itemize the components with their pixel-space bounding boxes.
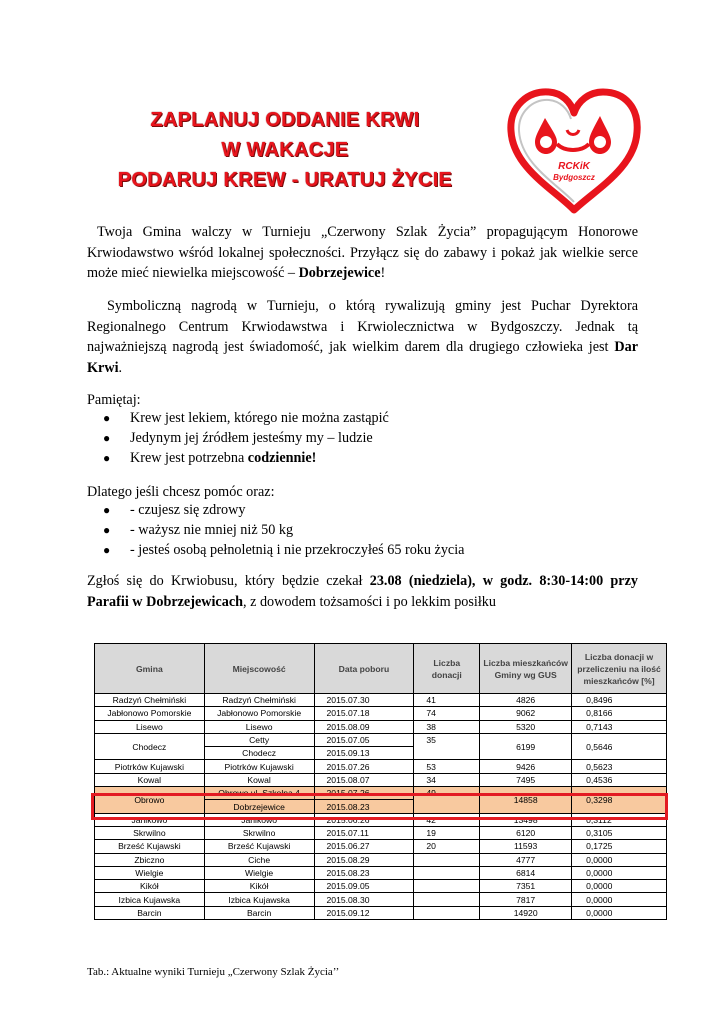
header-data: Data poboru <box>314 644 414 694</box>
cell-gmina: Lisewo <box>95 720 205 733</box>
cell-mieszkancy: 7351 <box>480 880 572 893</box>
cell-mieszkancy: 13498 <box>480 813 572 826</box>
cell-gmina: Jabłonowo Pomorskie <box>95 707 205 720</box>
cell-procent: 0,1725 <box>572 840 667 853</box>
paragraph-1-end: ! <box>380 265 386 282</box>
table-row <box>95 866 667 879</box>
highlight-box <box>91 793 668 820</box>
cell-miejscowosc: Skrwilno <box>204 826 314 839</box>
cell-procent: 0,7143 <box>572 720 667 733</box>
cell-gmina: Wielgie <box>95 866 205 879</box>
cell-donacje <box>414 866 480 879</box>
cell-procent: 0,3298 <box>572 787 667 814</box>
header-gmina: Gmina <box>95 644 205 694</box>
bullet-icon: ● <box>103 411 111 425</box>
cell-data: 2015.06.26 <box>314 813 414 826</box>
title-line-3: PODARUJ KREW - URATUJ ŻYCIE <box>117 169 453 191</box>
cell-data: 2015.06.27 <box>314 840 414 853</box>
cell-procent: 0,5646 <box>572 733 667 760</box>
cell-miejscowosc: Radzyń Chełmiński <box>204 694 314 707</box>
cell-data: 2015.08.07 <box>314 773 414 786</box>
cell-miejscowosc: Brześć Kujawski <box>204 840 314 853</box>
cell-gmina: Brześć Kujawski <box>95 840 205 853</box>
cell-mieszkancy: 6120 <box>480 826 572 839</box>
cell-procent: 0,8496 <box>572 694 667 707</box>
list-item <box>100 501 464 521</box>
logo-text-1: RCKiK <box>558 161 590 172</box>
list-item-bold: codziennie! <box>247 449 317 466</box>
cell-miejscowosc: Dobrzejewice <box>204 800 314 813</box>
list-item <box>100 409 389 429</box>
rckik-logo <box>505 86 643 214</box>
cell-mieszkancy: 4777 <box>480 853 572 866</box>
paragraph-1 <box>87 222 638 284</box>
cell-procent: 0,3105 <box>572 826 667 839</box>
report-paragraph <box>87 571 638 612</box>
cell-donacje: 19 <box>414 826 480 839</box>
cell-donacje: 49 <box>414 787 480 814</box>
cell-mieszkancy: 4826 <box>480 694 572 707</box>
heart-logo-icon <box>505 86 643 214</box>
header-mieszkancy: Liczba mieszkańców Gminy wg GUS <box>480 644 572 694</box>
cell-procent: 0,3112 <box>572 813 667 826</box>
cell-donacje <box>414 893 480 906</box>
cell-gmina: Skrwilno <box>95 826 205 839</box>
table-row <box>95 906 667 919</box>
cell-donacje <box>414 906 480 919</box>
bullet-icon: ● <box>103 503 111 517</box>
cell-miejscowosc: Chodecz <box>204 747 314 760</box>
remember-list <box>100 409 389 468</box>
cell-gmina: Izbica Kujawska <box>95 893 205 906</box>
cell-gmina: Radzyń Chełmiński <box>95 694 205 707</box>
cell-data: 2015.07.30 <box>314 694 414 707</box>
cell-donacje: 20 <box>414 840 480 853</box>
cell-data: 2015.07.26 <box>314 760 414 773</box>
cell-miejscowosc: Wielgie <box>204 866 314 879</box>
paragraph-2-text: Symboliczną nagrodą w Turnieju, o którą rywalizują gminy jest Puchar Dyrektora Regionalnego Centrum Krwiodawstwa i Krwiolecznictwa w Bydgoszczy. Jednak tą najważniejszą nagrodą jest świadomość, jak wielkim darem dla drugiego człowieka jest <box>87 298 638 356</box>
cell-miejscowosc: Jabłonowo Pomorskie <box>204 707 314 720</box>
bullet-icon: ● <box>103 450 111 465</box>
cell-miejscowosc: Barcin <box>204 906 314 919</box>
cell-data: 2015.08.30 <box>314 893 414 906</box>
list-item <box>100 429 389 449</box>
cell-data: 2015.07.05 <box>314 733 414 746</box>
cell-donacje <box>414 853 480 866</box>
list-item <box>100 449 389 469</box>
cell-gmina: Kikół <box>95 880 205 893</box>
list-item <box>100 521 464 541</box>
cell-procent: 0,0000 <box>572 893 667 906</box>
cell-procent: 0,5623 <box>572 760 667 773</box>
cell-mieszkancy: 11593 <box>480 840 572 853</box>
table-caption: Tab.: Aktualne wyniki Turnieju „Czerwony Szlak Życia’’ <box>87 966 340 978</box>
header-miejscowosc: Miejscowość <box>204 644 314 694</box>
title-line-1: ZAPLANUJ ODDANIE KRWI <box>150 109 420 131</box>
cell-miejscowosc: Cetty <box>204 733 314 746</box>
cell-procent: 0,0000 <box>572 880 667 893</box>
table-row <box>95 733 667 746</box>
title-line-2: W WAKACJE <box>221 139 349 161</box>
cell-data: 2015.07.18 <box>314 707 414 720</box>
cell-mieszkancy: 14858 <box>480 787 572 814</box>
cell-data: 2015.08.09 <box>314 720 414 733</box>
cell-miejscowosc: Lisewo <box>204 720 314 733</box>
cell-data: 2015.07.26 <box>314 787 414 800</box>
cell-procent: 0,0000 <box>572 866 667 879</box>
results-table <box>94 643 667 920</box>
list-item-text: Krew jest potrzebna <box>130 449 248 466</box>
cell-mieszkancy: 9426 <box>480 760 572 773</box>
table-row <box>95 893 667 906</box>
remember-heading: Pamiętaj: <box>87 392 141 408</box>
header-procent: Liczba donacji w przeliczeniu na ilość mieszkańców [%] <box>572 644 667 694</box>
paragraph-1-text: Twoja Gmina walczy w Turnieju „Czerwony Szlak Życia” propagującym Honorowe Krwiodawstwo wśród lokalnej społeczności. Przyłącz się do zabawy i pokaż jak wielkie serce może mieć niewielka miejscowość – <box>87 224 638 282</box>
report-text-1: Zgłoś się do Krwiobusu, który będzie czekał <box>87 573 370 589</box>
paragraph-1-bold: Dobrzejewice <box>298 265 381 282</box>
cell-donacje: 74 <box>414 707 480 720</box>
table-row <box>95 707 667 720</box>
cell-donacje: 38 <box>414 720 480 733</box>
list-item-text: - czujesz się zdrowy <box>130 502 246 518</box>
cell-miejscowosc: Obrowo ul. Szkolna 4 <box>204 787 314 800</box>
cell-procent: 0,4536 <box>572 773 667 786</box>
cell-donacje: 35 <box>414 733 480 760</box>
bullet-icon: ● <box>103 522 111 537</box>
cell-miejscowosc: Kikół <box>204 880 314 893</box>
cell-gmina: Barcin <box>95 906 205 919</box>
bullet-icon: ● <box>103 542 111 557</box>
cell-gmina: Janikowo <box>95 813 205 826</box>
cell-miejscowosc: Piotrków Kujawski <box>204 760 314 773</box>
cell-miejscowosc: Janikowo <box>204 813 314 826</box>
list-item-text: - ważysz nie mniej niż 50 kg <box>130 521 294 538</box>
cell-mieszkancy: 9062 <box>480 707 572 720</box>
table-row <box>95 840 667 853</box>
list-item-text: Jedynym jej źródłem jesteśmy my – ludzie <box>130 429 373 446</box>
cell-donacje <box>414 880 480 893</box>
cell-mieszkancy: 14920 <box>480 906 572 919</box>
cell-data: 2015.09.13 <box>314 747 414 760</box>
cell-gmina: Zbiczno <box>95 853 205 866</box>
paragraph-2-end: . <box>118 359 123 376</box>
cell-mieszkancy: 5320 <box>480 720 572 733</box>
cell-donacje: 41 <box>414 694 480 707</box>
cell-mieszkancy: 6814 <box>480 866 572 879</box>
logo-text-2: Bydgoszcz <box>553 173 595 182</box>
cell-miejscowosc: Izbica Kujawska <box>204 893 314 906</box>
help-heading: Dlatego jeśli chcesz pomóc oraz: <box>87 484 275 500</box>
cell-mieszkancy: 7495 <box>480 773 572 786</box>
table-row <box>95 853 667 866</box>
cell-mieszkancy: 6199 <box>480 733 572 760</box>
list-item-text: - jesteś osobą pełnoletnią i nie przekroczyłeś 65 roku życia <box>130 541 465 558</box>
report-bold: 23.08 (niedziela), w godz. 8:30-14:00 przy Parafii w Dobrzejewicach <box>87 573 638 610</box>
list-item-text: Krew jest lekiem, którego nie można zastąpić <box>130 410 389 426</box>
help-list <box>100 501 464 560</box>
cell-gmina: Chodecz <box>95 733 205 760</box>
cell-data: 2015.07.11 <box>314 826 414 839</box>
cell-donacje: 42 <box>414 813 480 826</box>
cell-data: 2015.09.05 <box>314 880 414 893</box>
cell-gmina: Piotrków Kujawski <box>95 760 205 773</box>
cell-data: 2015.08.23 <box>314 866 414 879</box>
header-donacje: Liczba donacji <box>414 644 480 694</box>
cell-data: 2015.08.29 <box>314 853 414 866</box>
cell-procent: 0,0000 <box>572 853 667 866</box>
cell-procent: 0,8166 <box>572 707 667 720</box>
table-row <box>95 760 667 773</box>
cell-miejscowosc: Kowal <box>204 773 314 786</box>
cell-data: 2015.09.12 <box>314 906 414 919</box>
report-text-2: , z dowodem tożsamości i po lekkim posiłku <box>243 593 496 610</box>
cell-data: 2015.08.23 <box>314 800 414 813</box>
table-row <box>95 826 667 839</box>
table-header-row <box>95 644 667 694</box>
cell-donacje: 53 <box>414 760 480 773</box>
bullet-icon: ● <box>103 430 111 445</box>
table-row <box>95 694 667 707</box>
cell-procent: 0,0000 <box>572 906 667 919</box>
list-item <box>100 541 464 561</box>
paragraph-2-bold: Dar Krwi <box>87 339 638 376</box>
table-row <box>95 773 667 786</box>
cell-miejscowosc: Ciche <box>204 853 314 866</box>
cell-mieszkancy: 7817 <box>480 893 572 906</box>
cell-donacje: 34 <box>414 773 480 786</box>
paragraph-2 <box>87 296 638 378</box>
cell-gmina: Kowal <box>95 773 205 786</box>
table-row <box>95 880 667 893</box>
table-row <box>95 720 667 733</box>
cell-gmina: Obrowo <box>95 787 205 814</box>
